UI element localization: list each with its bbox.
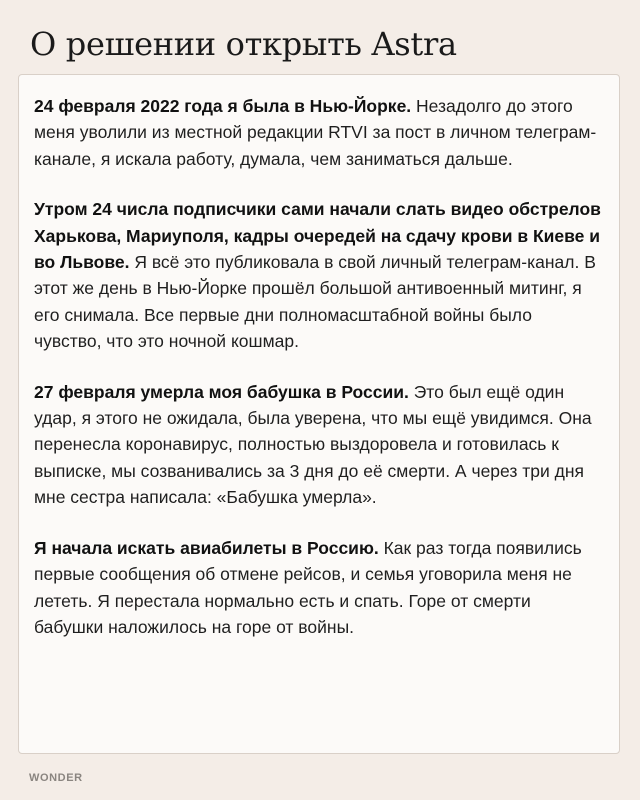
paragraph-2-lead: Утром 24 числа подписчики сами начали слать видео обстрелов Харькова, Мариуполя, кадры очередей на сдачу крови в Киеве и во Львове. [34,199,601,273]
paragraph-2-body: Я всё это публиковала в свой личный телеграм-канал. В этот же день в Нью-Йорке прошёл большой антивоенный митинг, я его снимала. Все первые дни полномасштабной войны было чувство, что это ночной кошмар. [34,252,596,352]
paragraph-4 [34,535,603,641]
paragraph-2 [34,196,603,354]
wonder-logo: WONDER [29,772,83,784]
paragraph-3-body: Это был ещё один удар, я этого не ожидала, была уверена, что мы ещё увидимся. Она перенесла коронавирус, полностью выздоровела и готовилась к выписке, мы созванивались за 3 дня до её смерти. А через три дня мне сестра написала: «Бабушка умерла». [34,381,592,508]
text-card [18,74,620,754]
paragraph-1 [34,93,603,172]
page-title: О решении открыть Astra [30,25,457,63]
paragraph-4-lead: Я начала искать авиабилеты в Россию. [34,537,379,558]
paragraph-3 [34,379,603,511]
paragraph-1-lead: 24 февраля 2022 года я была в Нью-Йорке. [34,96,412,116]
paragraph-3-lead: 27 февраля умерла моя бабушка в России. [34,381,409,402]
paragraph-4-body: Как раз тогда появились первые сообщения об отмене рейсов, и семья уговорила меня не лететь. Я перестала нормально есть и спать. Горе от смерти бабушки наложилось на горе от войны. [34,537,582,637]
paragraph-1-body: Незадолго до этого меня уволили из местной редакции RTVI за пост в личном телеграм-канале, я искала работу, думала, чем заниматься дальше. [34,96,597,169]
